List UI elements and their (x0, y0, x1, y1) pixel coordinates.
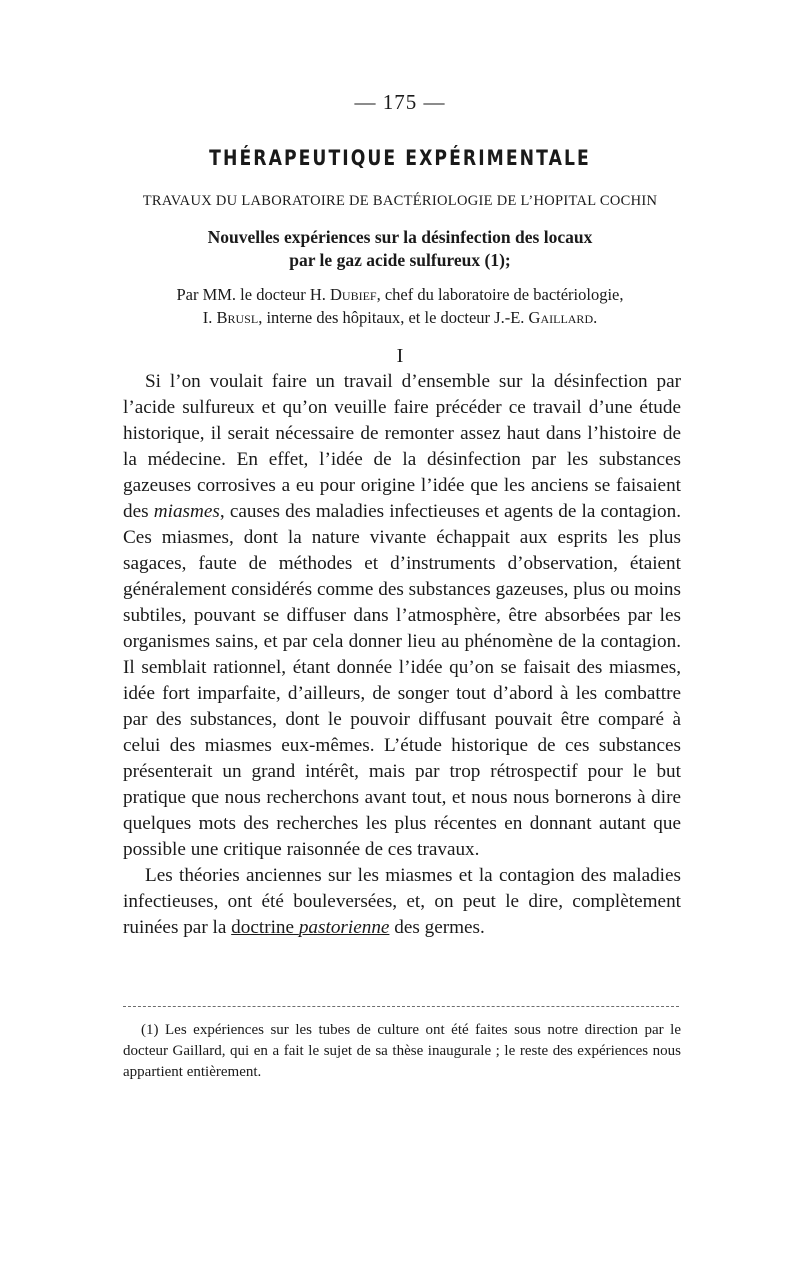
paragraph-1 (123, 369, 681, 863)
paragraph-2-part-1: Les théories anciennes sur les miasmes et la contagion des maladies infectieuses, ont été bouleversées, et, on peut le dire, complètement ruinées par la (123, 865, 681, 938)
author-dubief: Dubief (329, 285, 377, 304)
authors-prefix: Par MM. le docteur H. (176, 285, 330, 304)
authors-line (110, 283, 690, 329)
paragraph-2-underlined: doctrine (231, 917, 299, 938)
paragraph-2 (123, 863, 681, 941)
page-number: — 175 — (354, 90, 446, 114)
paragraph-2-emphasis: pastorienne (298, 917, 390, 938)
paragraph-1-emphasis: miasmes (153, 501, 220, 522)
author-role-2: , interne des hôpitaux, et le docteur J.-E. (258, 308, 529, 327)
footnote-divider (123, 1006, 679, 1007)
article-title-line-1: Nouvelles expériences sur la désinfection des locaux (207, 227, 593, 247)
author-role-1: , chef du laboratoire de bactériologie, (376, 285, 624, 304)
section-number: I (396, 345, 404, 367)
authors-suffix: . (593, 308, 598, 327)
paragraph-2-part-2: des germes. (389, 917, 485, 938)
article-title (110, 226, 690, 272)
paragraph-1-part-2: , causes des maladies infectieuses et agents de la contagion. Ces miasmes, dont la nature vivante échappait aux esprits les plus sagaces, faute de méthodes et d’instruments d’observation, étaient généralement considérés comme des substances gazeuses, plus ou moins subtiles, pouvant se diffuser dans l’atmosphère, être absorbées par les organismes sains, et par cela donner lieu au phénomène de la contagion. Il semblait rationnel, étant donnée l’idée qu’on se faisait des miasmes, idée fort imparfaite, d’ailleurs, de songer tout d’abord à les combattre par des substances, dont le pouvoir diffusant pouvait être comparé à celui des miasmes eux-mêmes. L’étude historique de ces substances présenterait un grand intérêt, mais par trop rétrospectif pour le but pratique que nous recherchons avant tout, et nous nous bornerons à dire quelques mots des recherches les plus récentes en donnant autant que possible une critique raisonnée de ces travaux. (123, 501, 682, 860)
header-subtitle: TRAVAUX DU LABORATOIRE DE BACTÉRIOLOGIE DE L’HOPITAL COCHIN (142, 193, 658, 209)
article-title-line-2: par le gaz acide sulfureux (1); (289, 250, 511, 270)
header-title: THÉRAPEUTIQUE EXPÉRIMENTALE (209, 146, 591, 170)
author-gaillard: Gaillard (528, 308, 594, 327)
footnote: (1) Les expériences sur les tubes de culture ont été faites sous notre direction par le docteur Gaillard, qui en a fait le sujet de sa thèse inaugurale ; le reste des expériences nous appartient entièrement. (123, 1022, 681, 1080)
paragraph-1-part-1: Si l’on voulait faire un travail d’ensemble sur la désinfection par l’acide sulfureux et qu’on veuille faire précéder ce travail d’une étude historique, il serait nécessaire de remonter assez haut dans l’histoire de la médecine. En effet, l’idée de la désinfection par les substances gazeuses corrosives a eu pour origine l’idée que les anciens se faisaient des (123, 371, 681, 522)
body-text (123, 369, 681, 941)
author-brusl: I. Brusl (202, 308, 259, 327)
